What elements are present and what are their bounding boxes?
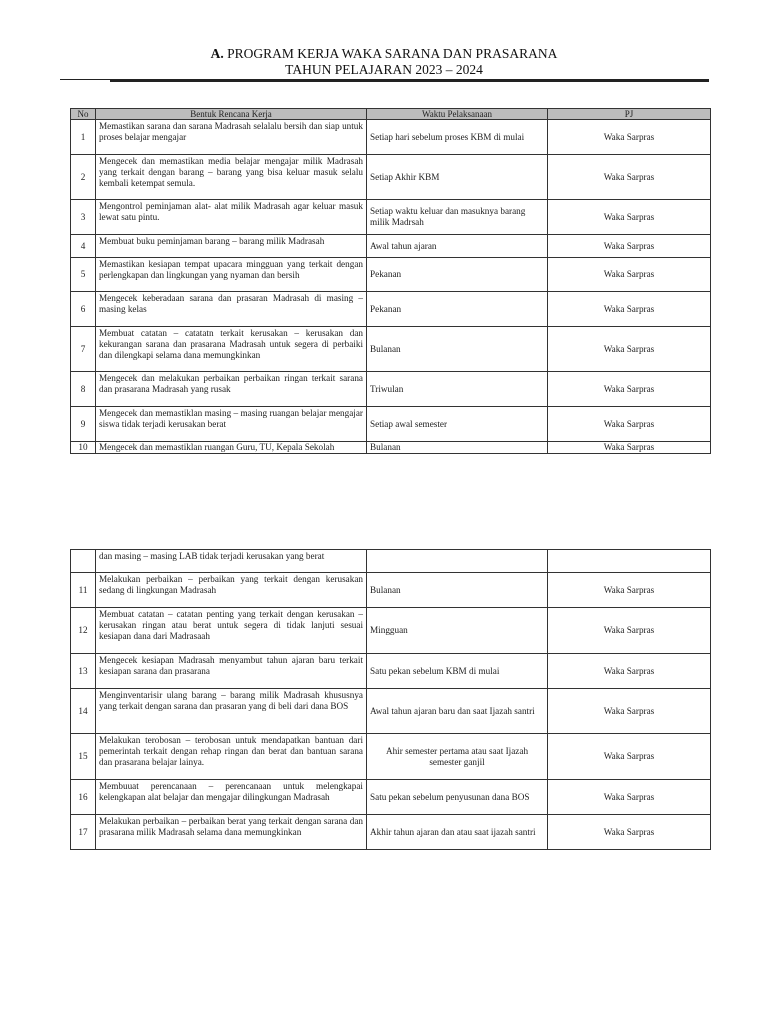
work-program-table-1 (70, 108, 711, 454)
row-no: 13 (71, 654, 96, 689)
header-time: Waktu Pelaksanaan (367, 109, 548, 120)
row-pj: Waka Sarpras (548, 200, 711, 235)
row-no: 15 (71, 734, 96, 780)
title-rule-thick (110, 80, 709, 82)
table-row (71, 815, 711, 850)
row-time: Bulanan (367, 573, 548, 608)
row-pj (548, 550, 711, 573)
row-no: 1 (71, 120, 96, 155)
table-row (71, 442, 711, 454)
table-row (71, 689, 711, 734)
table-row (71, 235, 711, 258)
work-program-table-2 (70, 549, 711, 850)
row-no: 6 (71, 292, 96, 327)
row-time: Awal tahun ajaran (367, 235, 548, 258)
row-no: 5 (71, 258, 96, 292)
header-activity: Bentuk Rencana Kerja (96, 109, 367, 120)
header-no: No (71, 109, 96, 120)
row-time: Satu pekan sebelum penyusunan dana BOS (367, 780, 548, 815)
row-activity: Mengecek dan melakukan perbaikan perbaikan ringan terkait sarana dan prasarana Madrasah yang rusak (96, 372, 367, 407)
row-time: Pekanan (367, 258, 548, 292)
row-no (71, 550, 96, 573)
table-row (71, 550, 711, 573)
row-time: Setiap waktu keluar dan masuknya barang milik Madrsah (367, 200, 548, 235)
row-activity: Membuat catatan – catatatn terkait kerusakan – kerusakan dan kekurangan sarana dan prasarana Madrasah untuk segera di perbaiki dan dilengkapi selama dana memungkinkan (96, 327, 367, 372)
row-activity: Mengontrol peminjaman alat- alat milik Madrasah agar keluar masuk lewat satu pintu. (96, 200, 367, 235)
row-activity: Memastikan kesiapan tempat upacara mingguan yang terkait dengan perlengkapan dan lingkungan yang nyaman dan bersih (96, 258, 367, 292)
row-no: 11 (71, 573, 96, 608)
row-activity: Mengecek dan memastikan media belajar mengajar milik Madrasah yang terkait dengan barang – barang yang bisa keluar masuk selalu kembali ketempat semula. (96, 155, 367, 200)
row-activity: Memastikan sarana dan sarana Madrasah selalalu bersih dan siap untuk proses belajar mengajar (96, 120, 367, 155)
row-activity: Mengecek kesiapan Madrasah menyambut tahun ajaran baru terkait kesiapan sarana dan prasarana (96, 654, 367, 689)
row-pj: Waka Sarpras (548, 780, 711, 815)
row-pj: Waka Sarpras (548, 407, 711, 442)
row-no: 17 (71, 815, 96, 850)
row-activity: Membuat catatan – catatan penting yang terkait dengan kerusakan – kerusakan ringan atau berat untuk segera di tidak lanjuti sesuai kesiapan dana dari Madrasaah (96, 608, 367, 654)
table-row (71, 292, 711, 327)
row-activity: Mengecek dan memastiklan masing – masing ruangan belajar mengajar siswa tidak terjadi kerusakan berat (96, 407, 367, 442)
row-activity: Membuat buku peminjaman barang – barang milik Madrasah (96, 235, 367, 258)
row-time: Setiap Akhir KBM (367, 155, 548, 200)
section-letter: A. (210, 46, 224, 61)
table-row (71, 573, 711, 608)
title-line-1: PROGRAM KERJA WAKA SARANA DAN PRASARANA (227, 46, 558, 61)
row-pj: Waka Sarpras (548, 155, 711, 200)
row-activity: Melakukan perbaikan – perbaikan berat yang terkait dengan sarana dan prasarana milik Madrasah selama dana memungkinkan (96, 815, 367, 850)
title-line-2: TAHUN PELAJARAN 2023 – 2024 (285, 62, 483, 77)
row-time: Setiap awal semester (367, 407, 548, 442)
row-no: 16 (71, 780, 96, 815)
row-time: Bulanan (367, 442, 548, 454)
page-title (0, 46, 768, 62)
row-time: Ahir semester pertama atau saat Ijazah semester ganjil (367, 734, 548, 780)
row-no: 2 (71, 155, 96, 200)
table-header-row (71, 109, 711, 120)
row-no: 10 (71, 442, 96, 454)
row-time: Mingguan (367, 608, 548, 654)
row-no: 4 (71, 235, 96, 258)
row-time: Setiap hari sebelum proses KBM di mulai (367, 120, 548, 155)
row-activity: dan masing – masing LAB tidak terjadi kerusakan yang berat (96, 550, 367, 573)
row-no: 14 (71, 689, 96, 734)
row-pj: Waka Sarpras (548, 442, 711, 454)
row-activity: Melakukan terobosan – terobosan untuk mendapatkan bantuan dari pemerintah terkait dengan rehap ringan dan berat dan bantuan sarana dan prasarana belajar lainya. (96, 734, 367, 780)
table-row (71, 327, 711, 372)
table-row (71, 654, 711, 689)
row-pj: Waka Sarpras (548, 372, 711, 407)
row-time (367, 550, 548, 573)
table-row (71, 155, 711, 200)
table-row (71, 780, 711, 815)
row-pj: Waka Sarpras (548, 815, 711, 850)
row-time: Satu pekan sebelum KBM di mulai (367, 654, 548, 689)
row-pj: Waka Sarpras (548, 573, 711, 608)
row-activity: Membuuat perencanaan – perencanaan untuk melengkapai kelengkapan alat belajar dan mengajar dilingkungan Madrasah (96, 780, 367, 815)
row-no: 3 (71, 200, 96, 235)
row-no: 8 (71, 372, 96, 407)
table-row (71, 608, 711, 654)
table-row (71, 258, 711, 292)
row-pj: Waka Sarpras (548, 258, 711, 292)
table-row (71, 734, 711, 780)
row-activity: Mengecek dan memastiklan ruangan Guru, TU, Kepala Sekolah (96, 442, 367, 454)
table-row (71, 120, 711, 155)
row-pj: Waka Sarpras (548, 689, 711, 734)
row-no: 7 (71, 327, 96, 372)
row-time: Akhir tahun ajaran dan atau saat ijazah santri (367, 815, 548, 850)
row-pj: Waka Sarpras (548, 734, 711, 780)
row-pj: Waka Sarpras (548, 327, 711, 372)
table-row (71, 372, 711, 407)
row-pj: Waka Sarpras (548, 120, 711, 155)
row-activity: Melakukan perbaikan – perbaikan yang terkait dengan kerusakan sedang di lingkungan Madrasah (96, 573, 367, 608)
row-time: Bulanan (367, 327, 548, 372)
row-pj: Waka Sarpras (548, 292, 711, 327)
table-row (71, 200, 711, 235)
row-no: 9 (71, 407, 96, 442)
row-pj: Waka Sarpras (548, 608, 711, 654)
row-no: 12 (71, 608, 96, 654)
table-row (71, 407, 711, 442)
row-activity: Menginventarisir ulang barang – barang milik Madrasah khususnya yang terkait dengan sarana dan prasaran yang di beli dari dana BOS (96, 689, 367, 734)
row-time: Triwulan (367, 372, 548, 407)
header-pj: PJ (548, 109, 711, 120)
row-time: Pekanan (367, 292, 548, 327)
row-pj: Waka Sarpras (548, 235, 711, 258)
row-pj: Waka Sarpras (548, 654, 711, 689)
row-time: Awal tahun ajaran baru dan saat Ijazah santri (367, 689, 548, 734)
row-activity: Mengecek keberadaan sarana dan prasaran Madrasah di masing – masing kelas (96, 292, 367, 327)
